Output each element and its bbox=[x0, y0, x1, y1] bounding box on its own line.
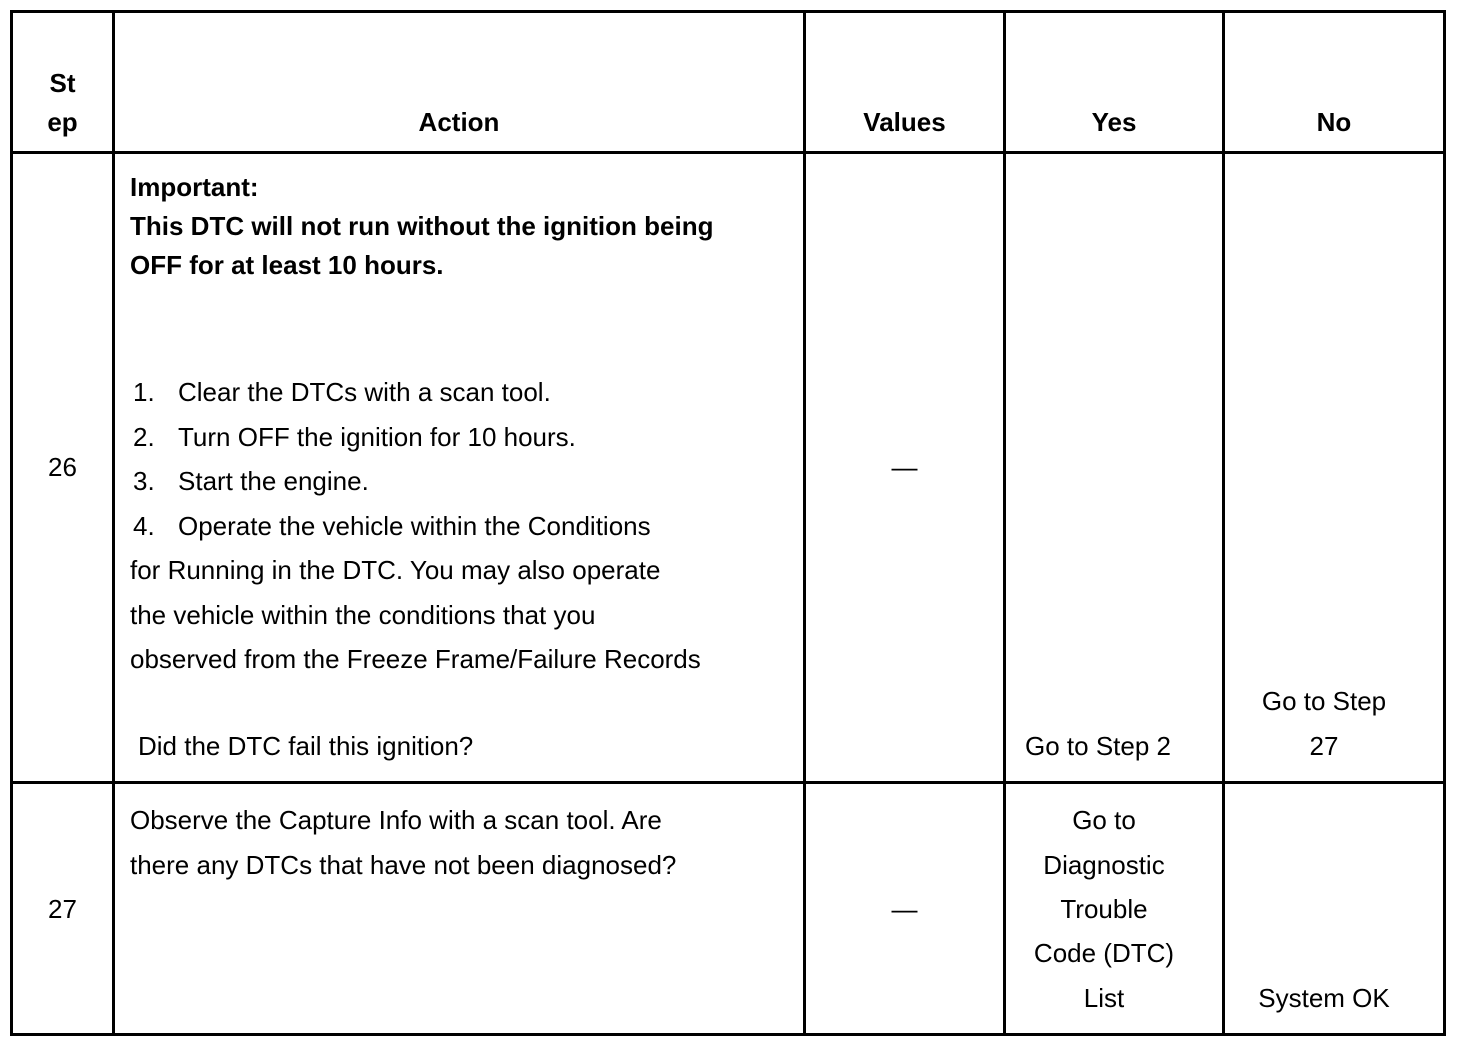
header-action: Action bbox=[418, 107, 500, 137]
list-number: 3. bbox=[133, 466, 155, 496]
no-cell: Go to Step bbox=[1261, 686, 1387, 716]
yes-cell: Diagnostic bbox=[1043, 850, 1165, 880]
yes-cell: Go to bbox=[1072, 805, 1136, 835]
values-cell: — bbox=[891, 894, 918, 924]
list-number: 4. bbox=[133, 511, 155, 541]
header-divider bbox=[10, 151, 1446, 154]
header-step: St bbox=[49, 68, 76, 98]
no-cell: System OK bbox=[1258, 983, 1390, 1013]
values-cell: — bbox=[891, 452, 918, 482]
table-border-top bbox=[10, 10, 1446, 13]
col-divider bbox=[1443, 10, 1446, 1036]
important-text: OFF for at least 10 hours. bbox=[130, 250, 444, 280]
col-divider bbox=[1003, 10, 1006, 1036]
header-no: No bbox=[1316, 107, 1352, 137]
step-number: 27 bbox=[48, 894, 77, 924]
action-text: for Running in the DTC. You may also operate bbox=[130, 555, 661, 585]
yes-cell: Trouble bbox=[1060, 894, 1148, 924]
col-divider bbox=[1222, 10, 1225, 1036]
col-divider bbox=[803, 10, 806, 1036]
action-text: there any DTCs that have not been diagnosed? bbox=[130, 850, 677, 880]
action-text: Observe the Capture Info with a scan tool. Are bbox=[130, 805, 662, 835]
list-item: Start the engine. bbox=[178, 466, 369, 496]
important-label: Important: bbox=[130, 172, 259, 202]
important-text: This DTC will not run without the ignition being bbox=[130, 211, 714, 241]
list-number: 1. bbox=[133, 377, 155, 407]
step-number: 26 bbox=[48, 452, 77, 482]
list-number: 2. bbox=[133, 422, 155, 452]
action-text: the vehicle within the conditions that you bbox=[130, 600, 596, 630]
list-item: Clear the DTCs with a scan tool. bbox=[178, 377, 551, 407]
no-cell: 27 bbox=[1309, 731, 1339, 761]
yes-cell: Code (DTC) bbox=[1033, 938, 1175, 968]
yes-cell: List bbox=[1083, 983, 1125, 1013]
list-item: Operate the vehicle within the Conditions bbox=[178, 511, 651, 541]
header-step: ep bbox=[47, 107, 78, 137]
list-item: Turn OFF the ignition for 10 hours. bbox=[178, 422, 576, 452]
yes-cell: Go to Step 2 bbox=[1025, 731, 1171, 761]
action-text: observed from the Freeze Frame/Failure Records bbox=[130, 644, 701, 674]
header-values: Values bbox=[863, 107, 946, 137]
table-border-bottom bbox=[10, 1033, 1446, 1036]
row-divider bbox=[10, 781, 1446, 784]
question-text: Did the DTC fail this ignition? bbox=[138, 731, 474, 761]
header-yes: Yes bbox=[1091, 107, 1137, 137]
col-divider bbox=[112, 10, 115, 1036]
col-divider bbox=[10, 10, 13, 1036]
diagnostic-table bbox=[10, 10, 1446, 1036]
